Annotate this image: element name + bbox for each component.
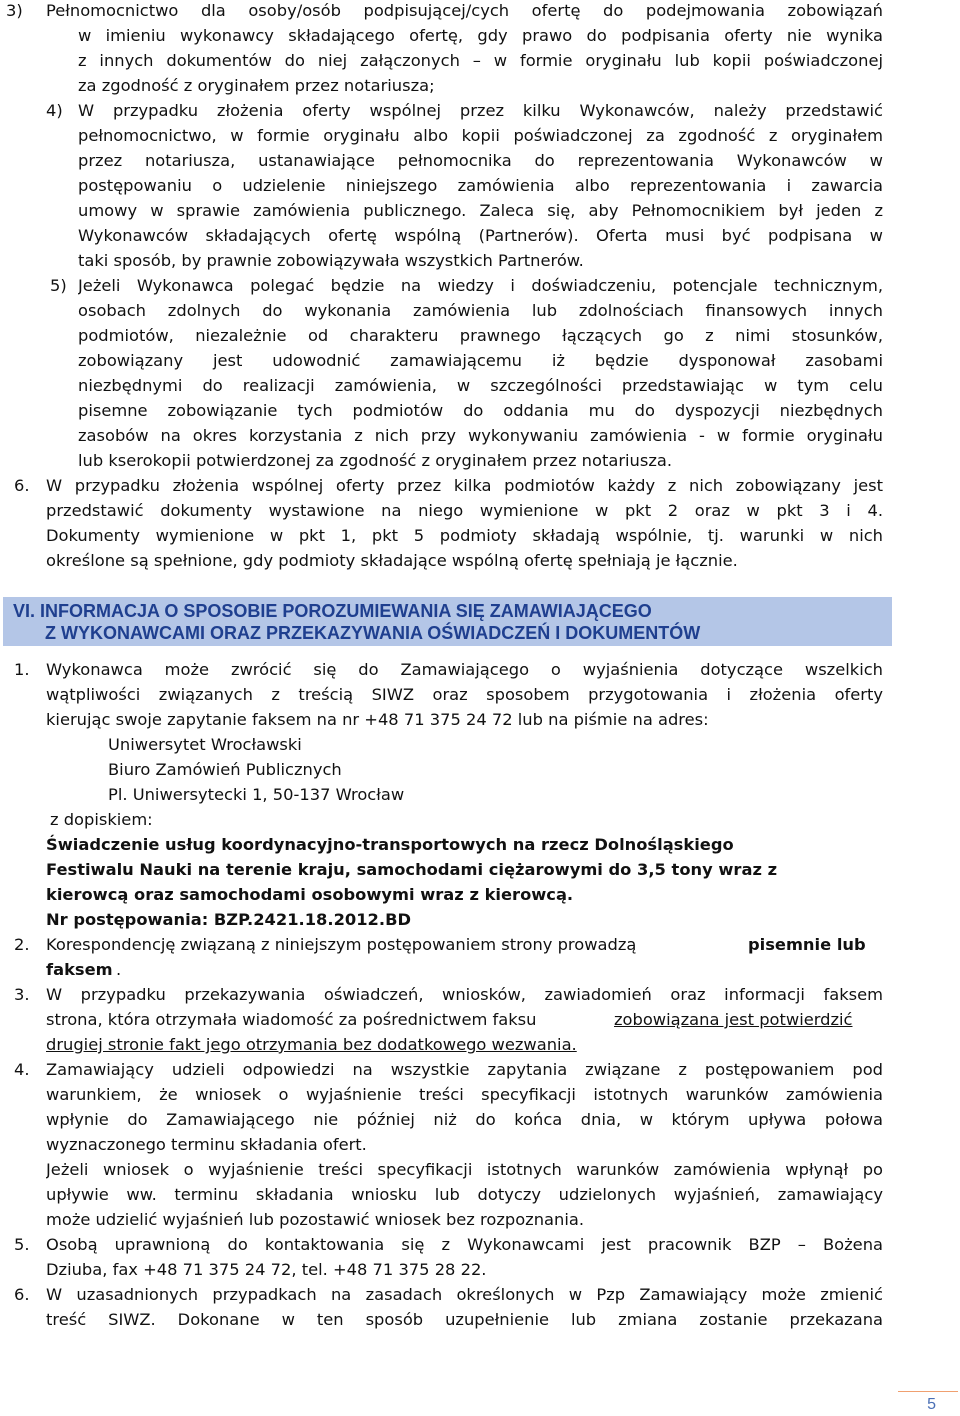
section-5-line: lub kserokopii potwierdzonej za zgodność z oryginałem przez notariusza. [78, 451, 673, 470]
list-number-3b: 3. [14, 985, 30, 1004]
list-number-3: 3) [6, 1, 23, 20]
address-line: Biuro Zamówień Publicznych [108, 760, 342, 779]
item-2-bold: pisemnie lub [748, 935, 866, 954]
section-4-line: postępowaniu o udzielenie niniejszego zamówienia albo reprezentowania i zawarcia [78, 176, 883, 195]
item-3-underlined: zobowiązana jest potwierdzić [614, 1010, 853, 1029]
item-1-line: wątpliwości związanych z treścią SIWZ oraz sposobem przygotowania i złożenia oferty [46, 685, 883, 704]
section-4-line: taki sposób, by prawnie zobowiązywała wszystkich Partnerów. [78, 251, 584, 270]
note-label: z dopiskiem: [50, 810, 153, 829]
section-5-line: pisemne zobowiązanie tych podmiotów do oddania mu do dyspozycji niezbędnych [78, 401, 883, 420]
item-3-line: W przypadku przekazywania oświadczeń, wniosków, zawiadomień oraz informacji faksem [46, 985, 883, 1004]
item-5-line: Dziuba, fax +48 71 375 24 72, tel. +48 71 375 28 22. [46, 1260, 487, 1279]
section-6-line: określone są spełnione, gdy podmioty składające wspólną ofertę spełniają je łącznie. [46, 551, 738, 570]
subject-line: Świadczenie usług koordynacyjno-transportowych na rzecz Dolnośląskiego [46, 835, 734, 854]
item-6-line: W uzasadnionych przypadkach na zasadach określonych w Pzp Zamawiający może zmienić [46, 1285, 883, 1304]
section-4-line: przez notariusza, ustanawiające pełnomocnika do reprezentowania Wykonawców w [78, 151, 883, 170]
section-5-line: podmiotów, niezależnie od charakteru prawnego łączących go z nimi stosunków, [78, 326, 883, 345]
section-5-line: Jeżeli Wykonawca polegać będzie na wiedzy i doświadczeniu, potencjale technicznym, [78, 276, 883, 295]
section-heading-line-2: Z WYKONAWCAMI ORAZ PRZEKAZYWANIA OŚWIADCZEŃ I DOKUMENTÓW [45, 623, 701, 643]
item-4-line: wyznaczonego terminu składania ofert. [46, 1135, 367, 1154]
section-5-line: zasobów na okres korzystania z nich przy wykonywaniu zamówienia - w formie oryginału [78, 426, 883, 445]
list-number-1: 1. [14, 660, 30, 679]
section-4-line: W przypadku złożenia oferty wspólnej przez kilku Wykonawców, należy przedstawić [78, 101, 883, 120]
section-6-line: Dokumenty wymienione w pkt 1, pkt 5 podmioty składają wspólnie, tj. warunki w nich [46, 526, 883, 545]
item-3-underlined: drugiej stronie fakt jego otrzymania bez dodatkowego wezwania. [46, 1035, 577, 1054]
section-3-line: za zgodność z oryginałem przez notariusza; [78, 76, 435, 95]
section-4-line: umowy w sprawie zamówienia publicznego. Zaleca się, aby Pełnomocnikiem był jeden z [78, 201, 883, 220]
list-number-4: 4) [46, 101, 63, 120]
case-number: Nr postępowania: BZP.2421.18.2012.BD [46, 910, 411, 929]
address-line: Uniwersytet Wrocławski [108, 735, 302, 754]
item-2-bold: faksem [46, 960, 113, 979]
item-4-line: Jeżeli wniosek o wyjaśnienie treści specyfikacji istotnych warunków zamówienia wpłynął po [46, 1160, 883, 1179]
item-6-line: treść SIWZ. Dokonane w ten sposób uzupełnienie lub zmiana zostanie przekazana [46, 1310, 883, 1329]
section-6-line: przedstawić dokumenty wystawione na niego wymienione w pkt 2 oraz w pkt 3 i 4. [46, 501, 883, 520]
address-line: Pl. Uniwersytecki 1, 50-137 Wrocław [108, 785, 405, 804]
section-heading-line-1: VI. INFORMACJA O SPOSOBIE POROZUMIEWANIA SIĘ ZAMAWIAJĄCEGO [13, 601, 652, 621]
item-4-line: może udzielić wyjaśnień lub pozostawić wniosek bez rozpoznania. [46, 1210, 584, 1229]
item-4-line: Zamawiający udzieli odpowiedzi na wszystkie zapytania związane z postępowaniem pod [46, 1060, 883, 1079]
list-number-5b: 5. [14, 1235, 30, 1254]
item-1-line: kierując swoje zapytanie faksem na nr +48 71 375 24 72 lub na piśmie na adres: [46, 710, 709, 729]
section-6-line: W przypadku złożenia wspólnej oferty przez kilka podmiotów każdy z nich zobowiązany jest [46, 476, 883, 495]
list-number-5: 5) [50, 276, 67, 295]
section-3-line: Pełnomocnictwo dla osoby/osób podpisującej/cych ofertę do podejmowania zobowiązań [46, 1, 883, 20]
item-4-line: warunkiem, że wniosek o wyjaśnienie treści specyfikacji istotnych warunków zamówienia [46, 1085, 883, 1104]
subject-line: Festiwalu Nauki na terenie kraju, samochodami ciężarowymi do 3,5 tony wraz z [46, 860, 778, 879]
item-1-line: Wykonawca może zwrócić się do Zamawiającego o wyjaśnienia dotyczące wszelkich [46, 660, 883, 679]
item-4-line: wpłynie do Zamawiającego nie później niż do końca dnia, w którym upływa połowa [46, 1110, 883, 1129]
section-3-line: w imieniu wykonawcy składającego ofertę, gdy prawo do podpisania oferty nie wynika [78, 26, 883, 45]
section-4-line: pełnomocnictwo, w formie oryginału albo kopii poświadczonej za zgodność z oryginałem [78, 126, 883, 145]
list-number-4b: 4. [14, 1060, 30, 1079]
section-4-line: Wykonawców składających ofertę wspólną (Partnerów). Oferta musi być podpisana w [78, 226, 883, 245]
list-number-6b: 6. [14, 1285, 30, 1304]
footer-rule [898, 1391, 958, 1392]
item-2-period: . [116, 960, 122, 979]
section-3-line: z innych dokumentów do niej załączonych – w formie oryginału lub kopii poświadczonej [78, 51, 883, 70]
section-5-line: niezbędnymi do realizacji zamówienia, w szczególności przedstawiając w tym celu [78, 376, 883, 395]
item-5-line: Osobą uprawnioną do kontaktowania się z Wykonawcami jest pracownik BZP – Bożena [46, 1235, 883, 1254]
item-2-line: Korespondencję związaną z niniejszym postępowaniem strony prowadzą [46, 935, 637, 954]
page-number: 5 [927, 1396, 936, 1413]
item-3-line: strona, która otrzymała wiadomość za pośrednictwem faksu [46, 1010, 537, 1029]
list-number-6: 6. [14, 476, 30, 495]
section-5-line: osobach zdolnych do wykonania zamówienia lub zdolnościach finansowych innych [78, 301, 883, 320]
item-4-line: upływie ww. terminu składania wniosku lub dotyczy udzielonych wyjaśnień, zamawiający [46, 1185, 883, 1204]
subject-line: kierowcą oraz samochodami osobowymi wraz z kierowcą. [46, 885, 574, 904]
section-5-line: zobowiązany jest udowodnić zamawiającemu iż będzie dysponował zasobami [78, 351, 883, 370]
list-number-2: 2. [14, 935, 30, 954]
